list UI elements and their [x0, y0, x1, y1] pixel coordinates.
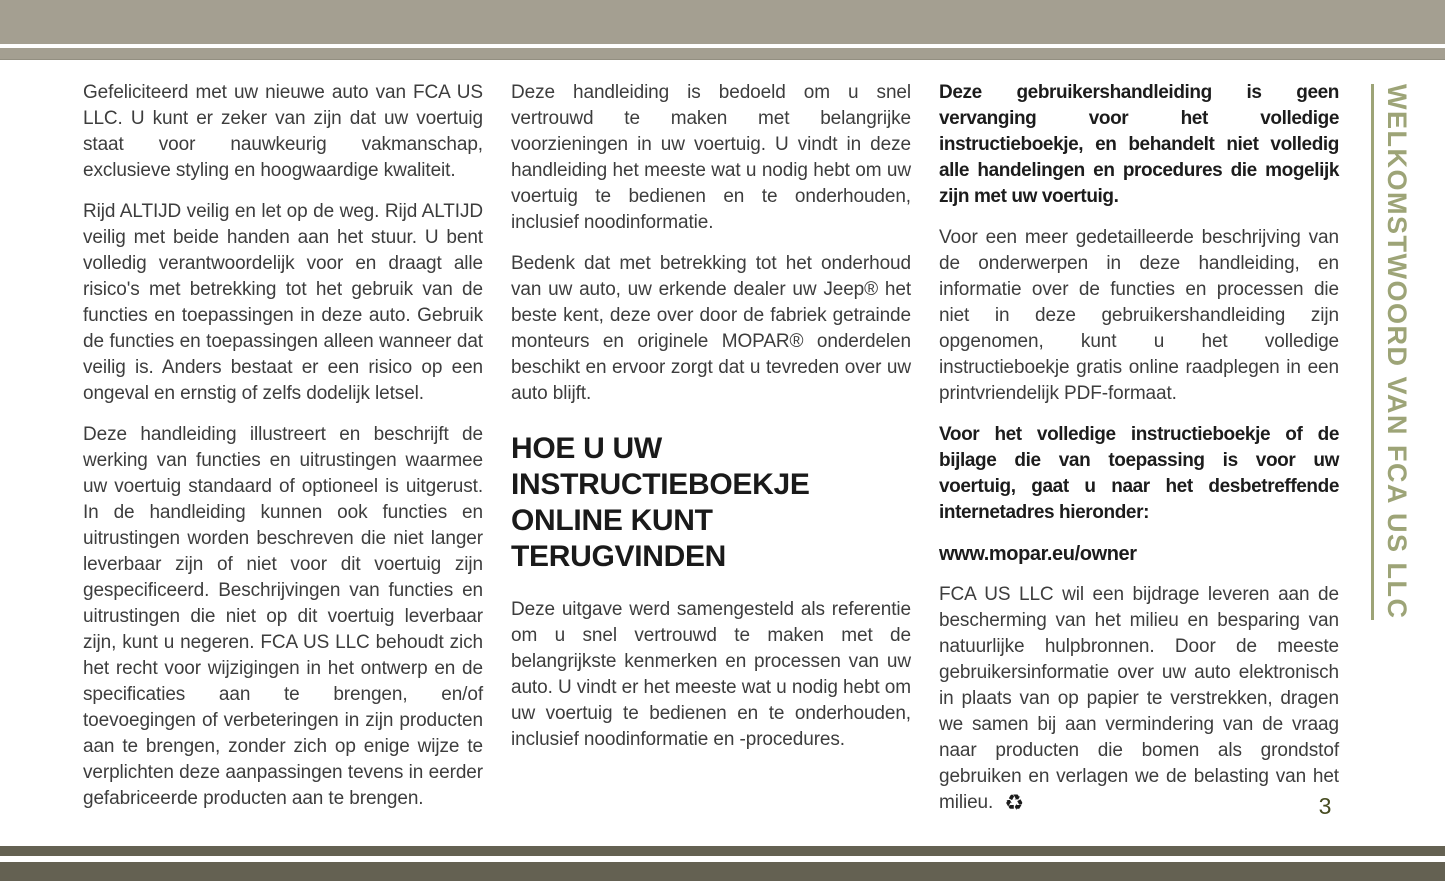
- paragraph-safety: Rijd ALTIJD veilig en let op de weg. Rijd ALTIJD veilig met beide handen aan het stuur. U bent volledig verantwoordelijk voor en draagt alle risico's met betrekking tot het gebruik van de functies en toepassingen in deze auto. Gebruik de functies en toepassingen alleen wanneer dat veilig is. Anders bestaat er een risico op een ongeval en ernstig of zelfs dodelijk letsel.: [83, 201, 483, 404]
- mopar-owner-url: www.mopar.eu/owner: [939, 543, 1137, 565]
- top-decorative-bar-secondary: [0, 48, 1445, 60]
- paragraph-environment: [939, 582, 1339, 816]
- paragraph-full-manual-info: Voor een meer gedetailleerde beschrijving van de onderwerpen in deze handleiding, en informatie over de functies en processen die niet in deze gebruikershandleiding zijn opgenomen, kunt u het volledige instructieboekje gratis online raadplegen in een printvriendelijk PDF-formaat.: [939, 227, 1339, 404]
- paragraph-link-intro-bold: Voor het volledige instructieboekje of de bijlage die van toepassing is voor uw voertuig, gaat u naar het desbetreffende internetadres hieronder:: [939, 424, 1339, 523]
- section-heading-online-manual: HOE U UW INSTRUCTIEBOEKJE ONLINE KUNT TERUGVINDEN: [511, 432, 810, 573]
- paragraph-congratulations: Gefeliciteerd met uw nieuwe auto van FCA US LLC. U kunt er zeker van zijn dat uw voertuig staat voor nauwkeurig vakmanschap, exclusieve styling en hoogwaardige kwaliteit.: [83, 82, 483, 181]
- paragraph-manual-purpose: Deze handleiding is bedoeld om u snel vertrouwd te maken met belangrijke voorzieningen in uw voertuig. U vindt in deze handleiding het meeste wat u nodig hebt om uw voertuig te bedienen en te onderhouden, inclusief noodinformatie.: [511, 82, 911, 233]
- paragraph-disclaimer-bold: Deze gebruikershandleiding is geen vervanging voor het volledige instructieboekje, en behandelt niet volledig alle handelingen en procedures die mogelijk zijn met uw voertuig.: [939, 82, 1339, 207]
- chapter-side-tab-label: WELKOMSTWOORD VAN FCA US LLC: [1382, 84, 1412, 620]
- column-right: [939, 80, 1339, 816]
- column-left: [83, 80, 483, 816]
- bottom-decorative-bar-thick: [0, 862, 1445, 881]
- chapter-side-tab: [1371, 84, 1412, 620]
- top-decorative-bar-primary: [0, 0, 1445, 44]
- paragraph-environment-text: FCA US LLC wil een bijdrage leveren aan de bescherming van het milieu en besparing van natuurlijke hulpbronnen. Door de meeste gebruikersinformatie over uw auto elektronisch in plaats van op papier te verstrekken, dragen we samen bij aan vermindering van de vraag naar producten die bomen als grondstof gebruiken en verlagen we de belasting van het milieu.: [939, 584, 1339, 813]
- page-number: 3: [1318, 793, 1332, 819]
- paragraph-edition-reference: Deze uitgave werd samengesteld als referentie om u snel vertrouwd te maken met de belangrijkste kenmerken en processen van uw auto. U vindt er het meeste wat u nodig hebt om uw voertuig te bedienen en te onderhouden, inclusief noodinformatie en -procedures.: [511, 599, 911, 750]
- bottom-decorative-bar-thin: [0, 846, 1445, 856]
- paragraph-dealer-service: Bedenk dat met betrekking tot het onderhoud van uw auto, uw erkende dealer uw Jeep® het beste kent, deze over door de fabriek getrainde monteurs en originele MOPAR® onderdelen beschikt en ervoor zorgt dat u tevreden over uw auto blijft.: [511, 253, 911, 404]
- recycle-icon: ♻: [1004, 790, 1025, 815]
- paragraph-manual-scope: Deze handleiding illustreert en beschrijft de werking van functies en uitrustingen waarmee uw voertuig standaard of optioneel is uitgerust. In de handleiding kunnen ook functies en uitrustingen worden beschreven die niet langer leverbaar zijn of niet voor dit voertuig zijn gespecificeerd. Beschrijvingen van functies en uitrustingen die niet op dit voertuig leverbaar zijn, kunt u negeren. FCA US LLC behoudt zich het recht voor wijzigingen in het ontwerp en de specificaties aan te brengen, en/of toevoegingen of verbeteringen in zijn producten aan te brengen, zonder zich op enige wijze te verplichten deze aanpassingen tevens in eerder gefabriceerde producten aan te brengen.: [83, 424, 483, 809]
- column-middle: [511, 80, 911, 816]
- page-content: [83, 80, 1339, 816]
